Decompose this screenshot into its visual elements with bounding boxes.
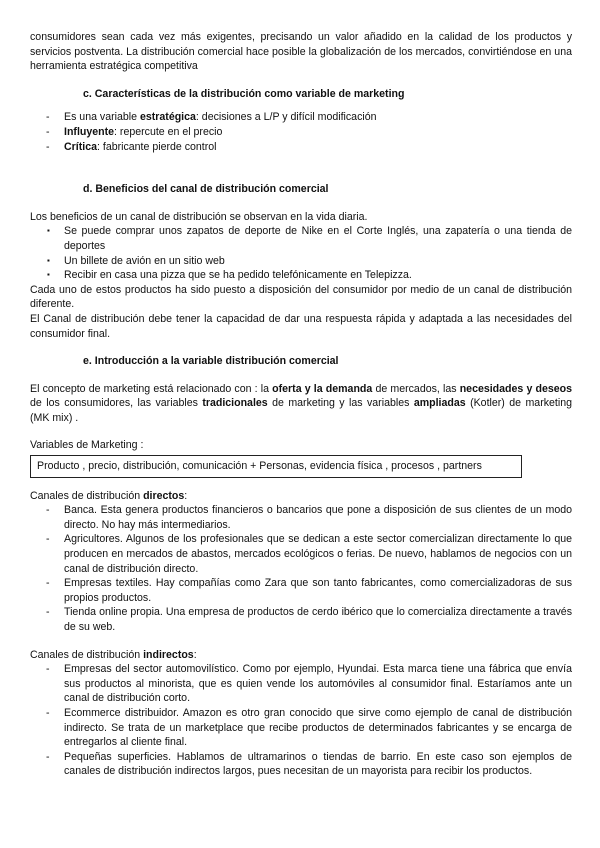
- list-item: - Empresas del sector automovilístico. Como por ejemplo, Hyundai. Esta marca tiene una fábrica que envía sus productos al minorista, que es quien vende los automóviles al consumidor final. Estaríamos ante un canal de distribución corto.: [30, 662, 572, 706]
- list-item: - Es una variable estratégica: decisiones a L/P y difícil modificación: [30, 110, 572, 125]
- directos-label: Canales de distribución directos:: [30, 489, 188, 502]
- directos-list: [30, 503, 572, 634]
- list-item: - Tienda online propia. Una empresa de productos de cerdo ibérico que lo comercializa directamente a través de su web.: [30, 605, 572, 634]
- section-d-heading: d. Beneficios del canal de distribución comercial: [83, 183, 329, 196]
- list-item: - Pequeñas superficies. Hablamos de ultramarinos o tiendas de barrio. En este caso son ejemplos de canales de distribución indirectos largos, pues necesitan de un mayorista para recibir los productos.: [30, 750, 572, 779]
- list-item: - Influyente: repercute en el precio: [30, 125, 572, 140]
- section-e-heading: e. Introducción a la variable distribución comercial: [83, 355, 339, 368]
- intro-paragraph: consumidores sean cada vez más exigentes, precisando un valor añadido en la calidad de los productos y servicios postventa. La distribución comercial hace posible la globalización de los mercados, convirtiéndose en una herramienta estratégica competitiva: [30, 31, 572, 73]
- list-item: ▪ Recibir en casa una pizza que se ha pedido telefónicamente en Telepizza.: [30, 268, 572, 283]
- section-c-list: [30, 110, 572, 154]
- list-item: - Crítica: fabricante pierde control: [30, 140, 572, 155]
- variables-box: Producto , precio, distribución, comunicación + Personas, evidencia física , procesos , partners: [30, 455, 522, 478]
- indirectos-label: Canales de distribución indirectos:: [30, 648, 197, 661]
- list-item: - Empresas textiles. Hay compañías como Zara que son tanto fabricantes, como comercializadoras de sus propios productos.: [30, 576, 572, 605]
- list-item: ▪ Se puede comprar unos zapatos de deporte de Nike en el Corte Inglés, una zapatería o una tienda de deportes: [30, 224, 572, 253]
- variables-label: Variables de Marketing :: [30, 439, 144, 452]
- section-d-paragraph-2: El Canal de distribución debe tener la capacidad de dar una respuesta rápida y adaptada a las necesidades del consumidor final.: [30, 312, 572, 340]
- section-e-paragraph: El concepto de marketing está relacionado con : la oferta y la demanda de mercados, las necesidades y deseos de los consumidores, las variables tradicionales de marketing y las variables ampliadas (Kotler) de marketing (MK mix) .: [30, 382, 573, 424]
- section-d-paragraph-1: Cada uno de estos productos ha sido puesto a disposición del consumidor por medio de un canal de distribución diferente.: [30, 283, 572, 311]
- list-item: - Banca. Esta genera productos financieros o bancarios que pone a disposición de sus clientes de un modo directo. No hay más intermediarios.: [30, 503, 572, 532]
- section-d-list: [30, 224, 572, 282]
- document-page: [30, 30, 572, 779]
- list-item: ▪ Un billete de avión en un sitio web: [30, 254, 572, 269]
- list-item: - Ecommerce distribuidor. Amazon es otro gran conocido que sirve como ejemplo de canal de distribución indirecto. Se trata de un marketplace que recibe productos de determinados fabricantes y se encarga de entregarlos al cliente final.: [30, 706, 572, 750]
- section-d-lead: Los beneficios de un canal de distribución se observan en la vida diaria.: [30, 210, 368, 223]
- section-c-heading: c. Características de la distribución como variable de marketing: [83, 87, 405, 100]
- indirectos-list: [30, 662, 572, 779]
- list-item: - Agricultores. Algunos de los profesionales que se dedican a este sector comercializan directamente lo que producen en mercados de abastos, mercados ecológicos o ferias. De nuevo, hablamos de negocios con un canal de distribución directo.: [30, 532, 572, 576]
